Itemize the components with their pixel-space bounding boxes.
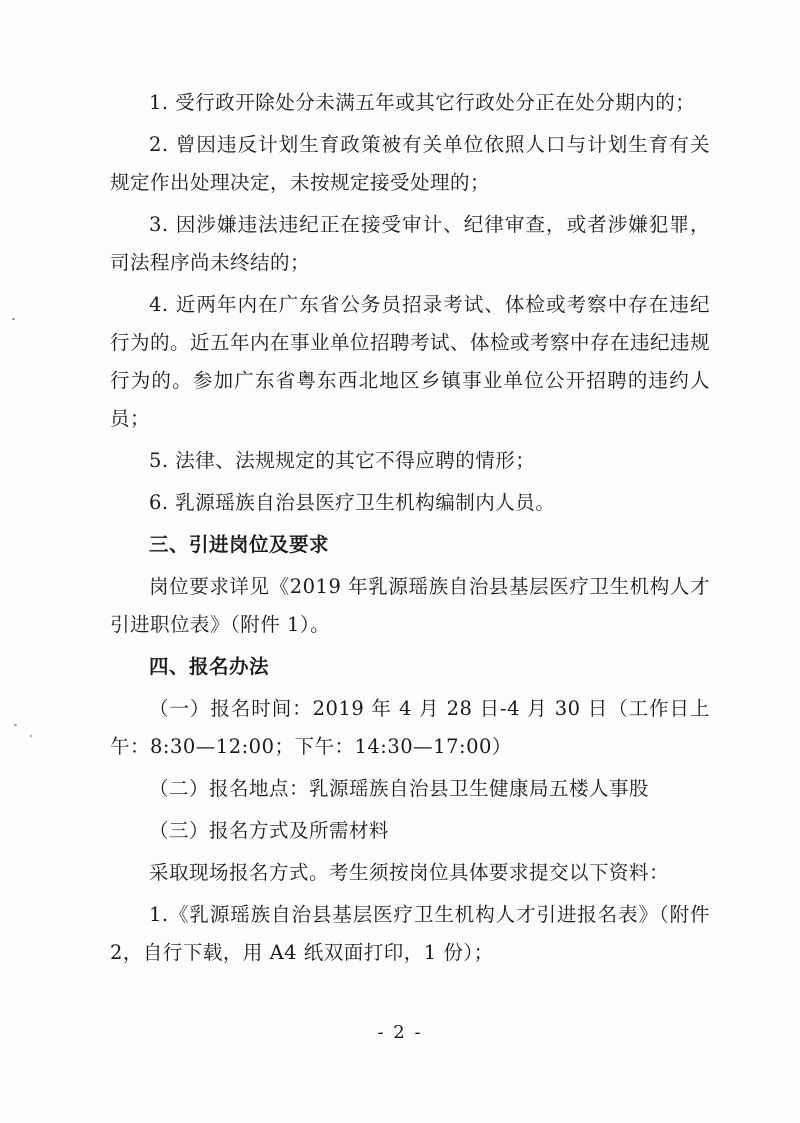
- paragraph-item-1: 1. 受行政开除处分未满五年或其它行政处分正在处分期内的；: [149, 91, 696, 114]
- paragraph-item-2: 2. 曾因违反计划生育政策被有关单位依照人口与计划生育有关规定作出处理决定，未按规定接受处理的；: [110, 133, 710, 194]
- paragraph-registration-method-title: （三）报名方式及所需材料: [149, 819, 390, 842]
- paragraph-material-1: 1.《乳源瑶族自治县基层医疗卫生机构人才引进报名表》（附件 2，自行下载，用 A4 纸双面打印，1 份）；: [110, 903, 710, 964]
- paragraph-positions-detail: 岗位要求详见《2019 年乳源瑶族自治县基层医疗卫生机构人才引进职位表》（附件 1）。: [110, 575, 710, 636]
- scan-speck: [12, 318, 15, 320]
- paragraph-registration-time: （一）报名时间：2019 年 4 月 28 日-4 月 30 日（工作日上午：8:30—12:00；下午：14:30—17:00）: [110, 697, 710, 758]
- page-number: - 2 -: [377, 1022, 423, 1043]
- section-heading-positions: 三、引进岗位及要求: [149, 533, 330, 556]
- section-heading-registration: 四、报名办法: [149, 655, 270, 678]
- paragraph-item-4: 4. 近两年内在广东省公务员招录考试、体检或考察中存在违纪行为的。近五年内在事业单位招聘考试、体检或考察中存在违纪违规行为的。参加广东省粤东西北地区乡镇事业单位公开招聘的违约人员；: [110, 293, 711, 430]
- scan-speck: [14, 724, 17, 726]
- paragraph-item-5: 5. 法律、法规规定的其它不得应聘的情形；: [149, 449, 536, 472]
- paragraph-item-3: 3. 因涉嫌违法违纪正在接受审计、纪律审查，或者涉嫌犯罪，司法程序尚未终结的；: [110, 213, 710, 274]
- document-body: [110, 84, 710, 976]
- scan-speck: [30, 735, 32, 737]
- paragraph-item-6: 6. 乳源瑶族自治县医疗卫生机构编制内人员。: [149, 491, 556, 514]
- paragraph-registration-place: （二）报名地点：乳源瑶族自治县卫生健康局五楼人事股: [149, 777, 650, 800]
- paragraph-registration-method: 采取现场报名方式。考生须按岗位具体要求提交以下资料：: [149, 861, 670, 884]
